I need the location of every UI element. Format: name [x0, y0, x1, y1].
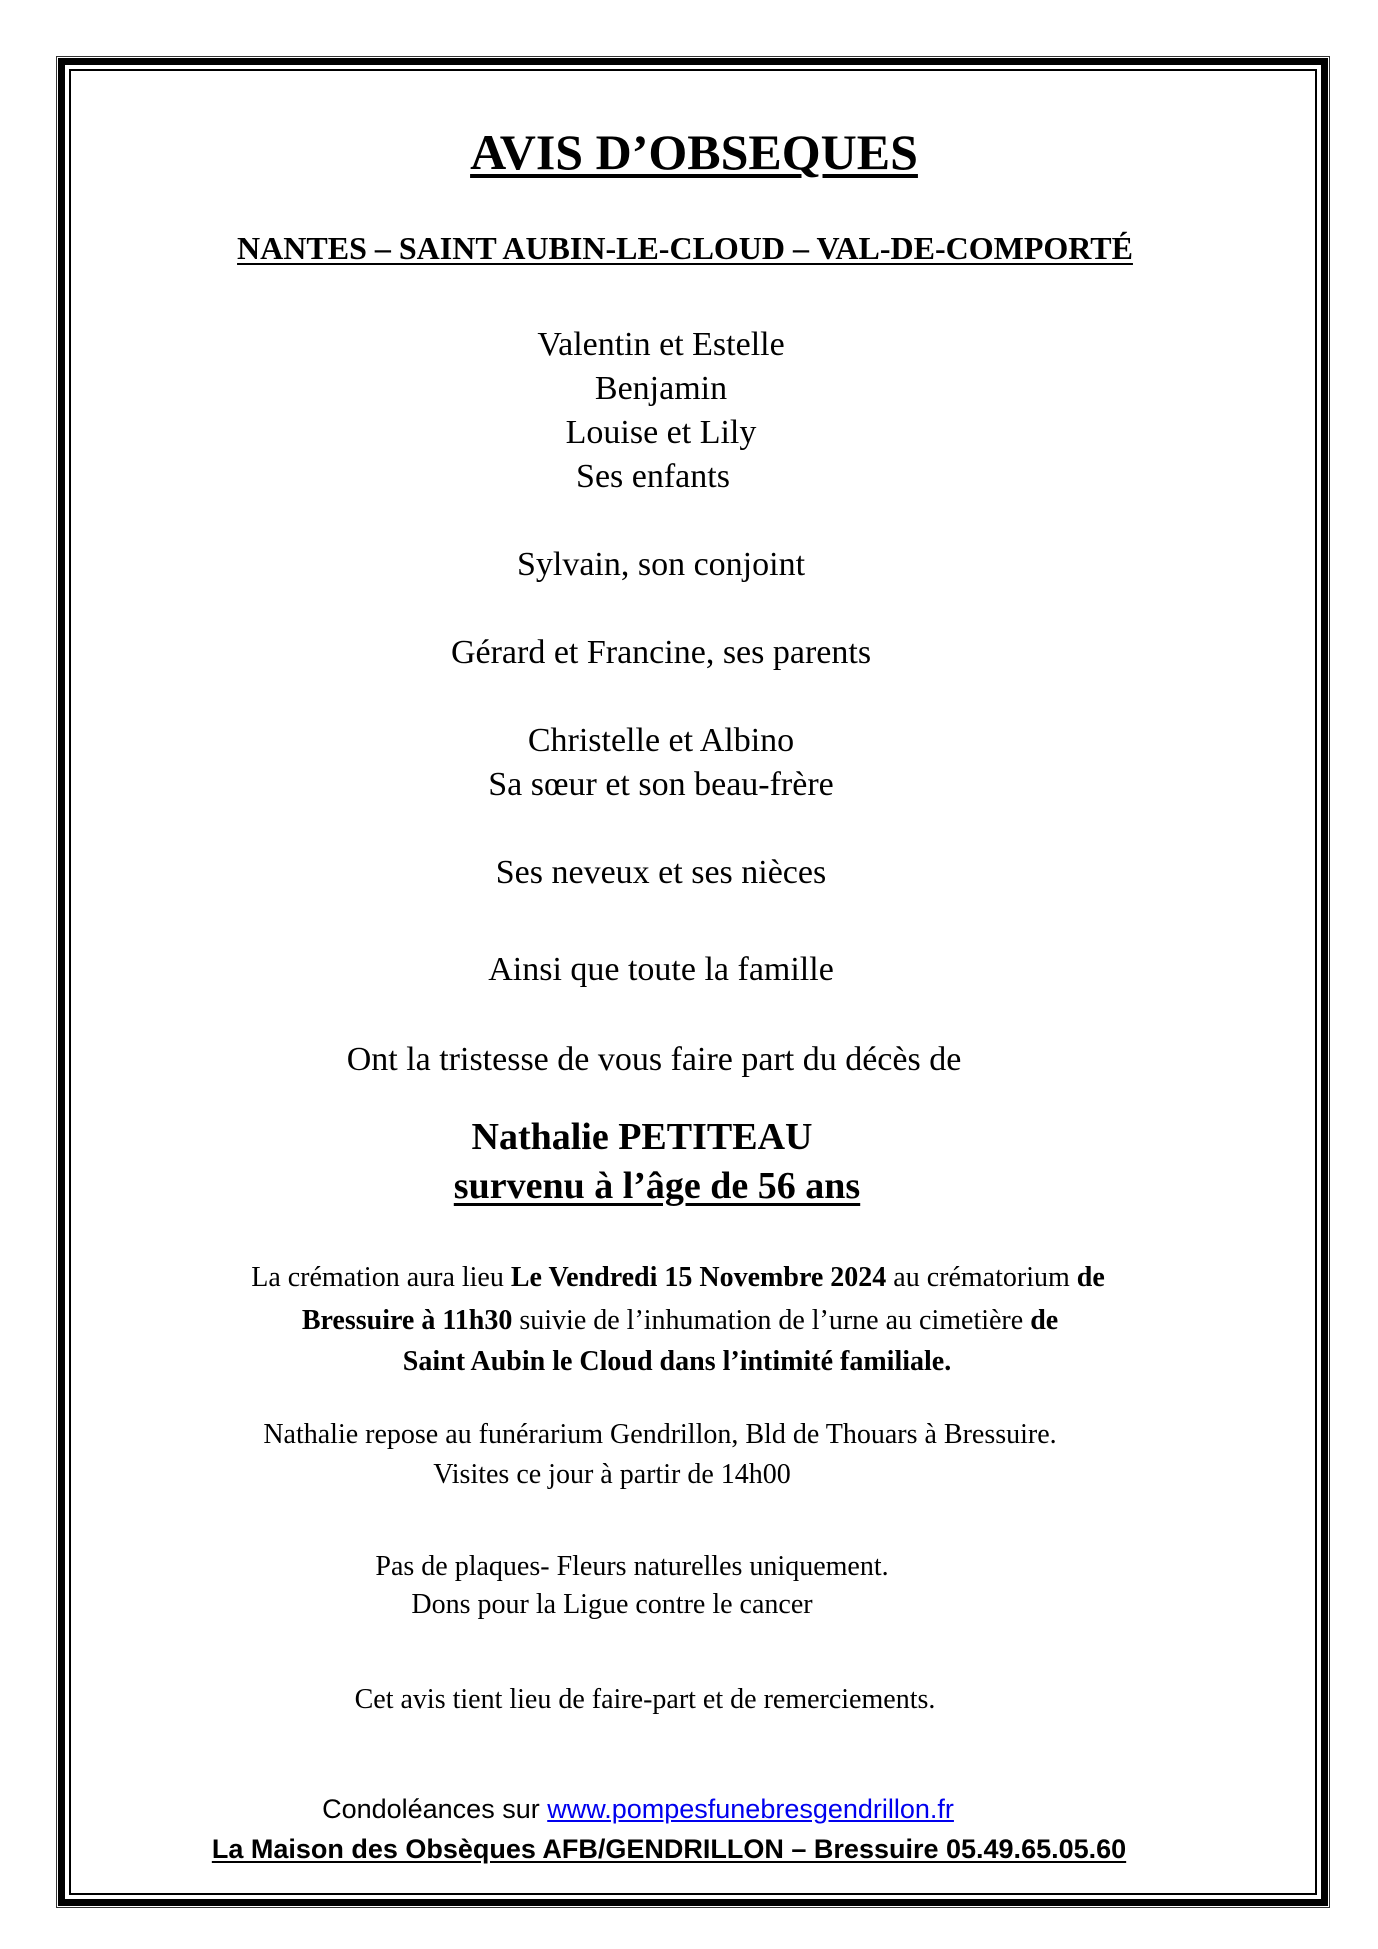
donations-note: Dons pour la Ligue contre le cancer	[411, 1589, 813, 1620]
age-line: survenu à l’âge de 56 ans	[453, 1165, 861, 1207]
ceremony-text: au crématorium	[886, 1262, 1077, 1293]
visiting-hours: Visites ce jour à partir de 14h00	[433, 1459, 791, 1490]
funeral-home-contact: La Maison des Obsèques AFB/GENDRILLON – Bressuire 05.49.65.05.60	[211, 1834, 1127, 1864]
ceremony-text: de	[1076, 1262, 1105, 1293]
parents-line: Gérard et Francine, ses parents	[450, 634, 872, 671]
children-names-2: Benjamin	[594, 370, 728, 407]
condolences-line	[322, 1796, 954, 1823]
closing-note: Cet avis tient lieu de faire-part et de remerciements.	[354, 1684, 936, 1715]
spouse-line: Sylvain, son conjoint	[516, 546, 806, 583]
notice-title: AVIS D’OBSEQUES	[470, 124, 918, 180]
website-link[interactable]: www.pompesfunebresgendrillon.fr	[547, 1794, 954, 1824]
extended-family-line: Ainsi que toute la famille	[488, 951, 834, 988]
flowers-note: Pas de plaques- Fleurs naturelles uniquement.	[375, 1551, 889, 1582]
locations-heading: NANTES – SAINT AUBIN-LE-CLOUD – VAL-DE-COMPORTÉ	[237, 230, 1133, 266]
ceremony-place-time: Bressuire à 11h30	[301, 1305, 513, 1336]
deceased-name: Nathalie PETITEAU	[471, 1116, 813, 1158]
ceremony-date: Le Vendredi 15 Novembre 2024	[510, 1262, 887, 1293]
sibling-label: Sa sœur et son beau-frère	[488, 766, 834, 803]
ceremony-line-1	[251, 1264, 1105, 1292]
ceremony-text: La crémation aura lieu	[251, 1262, 511, 1293]
sibling-names: Christelle et Albino	[527, 722, 795, 759]
ceremony-text: suivie de l’inhumation de l’urne au cimetière	[512, 1305, 1031, 1336]
ceremony-text: de	[1030, 1305, 1059, 1336]
children-label: Ses enfants	[576, 458, 730, 495]
ceremony-line-2	[302, 1307, 1058, 1335]
announcement-line: Ont la tristesse de vous faire part du décès de	[346, 1041, 962, 1078]
children-names-1: Valentin et Estelle	[537, 326, 785, 363]
nephews-line: Ses neveux et ses nièces	[495, 854, 827, 891]
viewing-location: Nathalie repose au funérarium Gendrillon, Bld de Thouars à Bressuire.	[263, 1419, 1057, 1450]
condolences-label: Condoléances sur	[322, 1794, 548, 1824]
ceremony-line-3: Saint Aubin le Cloud dans l’intimité familiale.	[402, 1346, 952, 1377]
children-names-3: Louise et Lily	[565, 414, 757, 451]
